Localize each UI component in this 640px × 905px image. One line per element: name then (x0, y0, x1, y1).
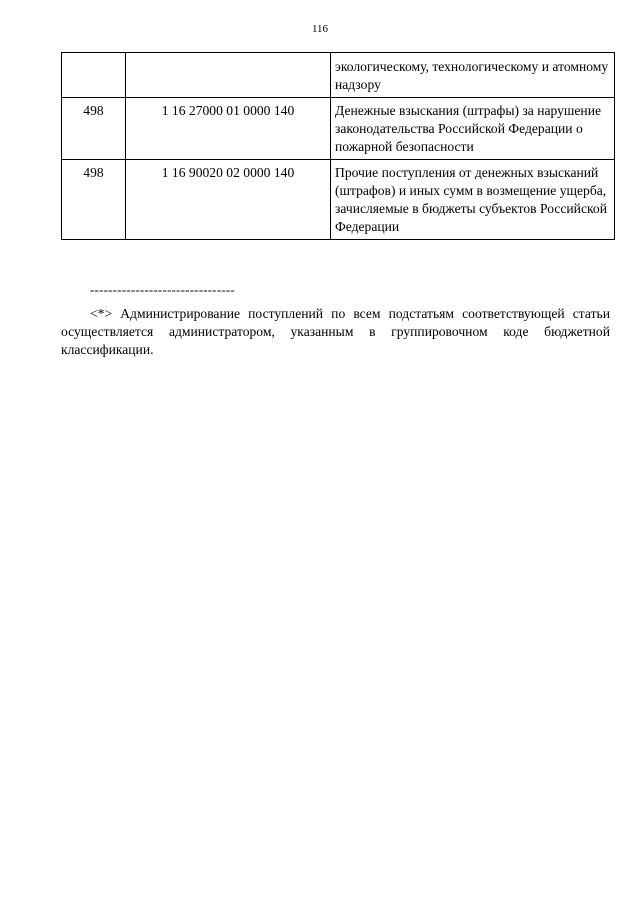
table-row (62, 98, 615, 160)
table-row (62, 160, 615, 240)
revenue-name-cell: Денежные взыскания (штрафы) за нарушение законодательства Российской Федерации о пожарной безопасности (331, 98, 615, 160)
page-number: 116 (311, 23, 329, 35)
revenue-name-cell: Прочие поступления от денежных взысканий (штрафов) и иных сумм в возмещение ущерба, зачисляемые в бюджеты субъектов Российской Федерации (331, 160, 615, 240)
kbk-code-cell (126, 53, 331, 98)
admin-code-cell: 498 (62, 98, 126, 160)
revenue-table (61, 52, 615, 240)
footnote-text: <*> Администрирование поступлений по всем подстатьям соответствующей статьи осуществляется администратором, указанным в группировочном коде бюджетной классификации. (61, 306, 610, 357)
kbk-code-cell: 1 16 90020 02 0000 140 (126, 160, 331, 240)
footnote-separator: -------------------------------- (90, 282, 235, 297)
kbk-code-cell: 1 16 27000 01 0000 140 (126, 98, 331, 160)
table-row (62, 53, 615, 98)
admin-code-cell (62, 53, 126, 98)
admin-code-cell: 498 (62, 160, 126, 240)
revenue-name-cell: экологическому, технологическому и атомному надзору (331, 53, 615, 98)
